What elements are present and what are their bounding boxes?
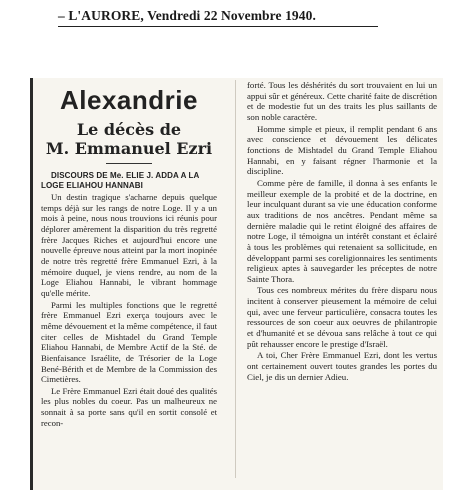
article-kicker: Alexandrie [60,85,198,115]
article-headline-line2: M. Emmanuel Ezri [45,139,213,158]
column-divider [235,80,236,478]
article-paragraph: A toi, Cher Frère Emmanuel Ezri, dont les vertus ont certainement ouvert toutes grandes les portes du Ciel, je dis un dernier Adieu. [247,350,437,382]
article-clipping [30,78,443,490]
newspaper-masthead: – L'AURORE, Vendredi 22 Novembre 1940. [58,8,378,27]
article-paragraph: forté. Tous les déshérités du sort trouvaient en lui un appui sûr et généreux. Cette charité faite de discrétion et de modestie fut un des traits les plus saillants de son noble caractère. [247,80,437,122]
article-left-column [41,78,217,429]
article-paragraph: Comme père de famille, il donna à ses enfants le meilleur exemple de la probité et de la doctrine, en leur inculquant durant sa vie une éducation conforme aux traditions de nos ancêtres. Pendant même sa dernière maladie qui le retint éloigné des affaires de notre Loge, il témoigna un intérêt constant et éclairé à tous les problèmes qui retenaient sa sollicitude, en développant parmi ses coreligionnaires les sentiments religieux aptes à sauvegarder les préceptes de notre Sainte Thora. [247,177,437,284]
article-paragraph: Un destin tragique s'acharne depuis quelque temps déjà sur les rangs de notre Loge. Il y a un mois à peine, nous nous trouvions ici réunis pour déplorer amèrement la disparition du très regretté frère Jacques Riches et aujourd'hui encore une nouvelle épreuve nous atteint par la mort inopinée de notre très regretté frère Emmanuel Ezri, à la mémoire duquel, je viens rendre, au nom de la Loge Eliahou Hannabi, le vibrant hommage qu'elle mérite. [41,192,217,298]
article-subhead: DISCOURS DE Me. ELIE J. ADDA A LA LOGE ELIAHOU HANNABI [41,171,200,190]
article-paragraph: Tous ces nombreux mérites du frère disparu nous incitent à conserver pieusement la mémoire de celui qui, avec une ferveur particulière, consacra toutes les ressources de son coeur aux oeuvres de philantropie et d'humanité et se dévoua sans relâche à tout ce qui pût rehausser encore le prestige d'Israël. [247,285,437,349]
article-paragraph: Parmi les multiples fonctions que le regretté frère Emmanuel Ezri exerça toujours avec le même dévouement et la même compétence, il faut citer celles de Mishtadel du Grand Temple Eliahou Hannabi, de Membre Actif de la Sté. de Bienfaisance Israélite, de Trésorier de la Loge Bené-Bérith et de Membre de la Commission des Cimetières. [41,299,217,385]
headline-divider [106,163,152,164]
article-right-column [247,80,437,383]
article-headline-line1: Le décès de [76,120,182,139]
article-paragraph: Le Frère Emmanuel Ezri était doué des qualités les plus nobles du coeur. Pas un malheureux ne sonnait à sa porte sans qu'il en sortit consolé et recon- [41,385,217,428]
article-paragraph: Homme simple et pieux, il remplit pendant 6 ans avec conscience et dévouement les délicates fonctions de Mishtadel du Grand Temple Eliahou Hannabi, en y faisant régner l'harmonie et la discipline. [247,123,437,177]
